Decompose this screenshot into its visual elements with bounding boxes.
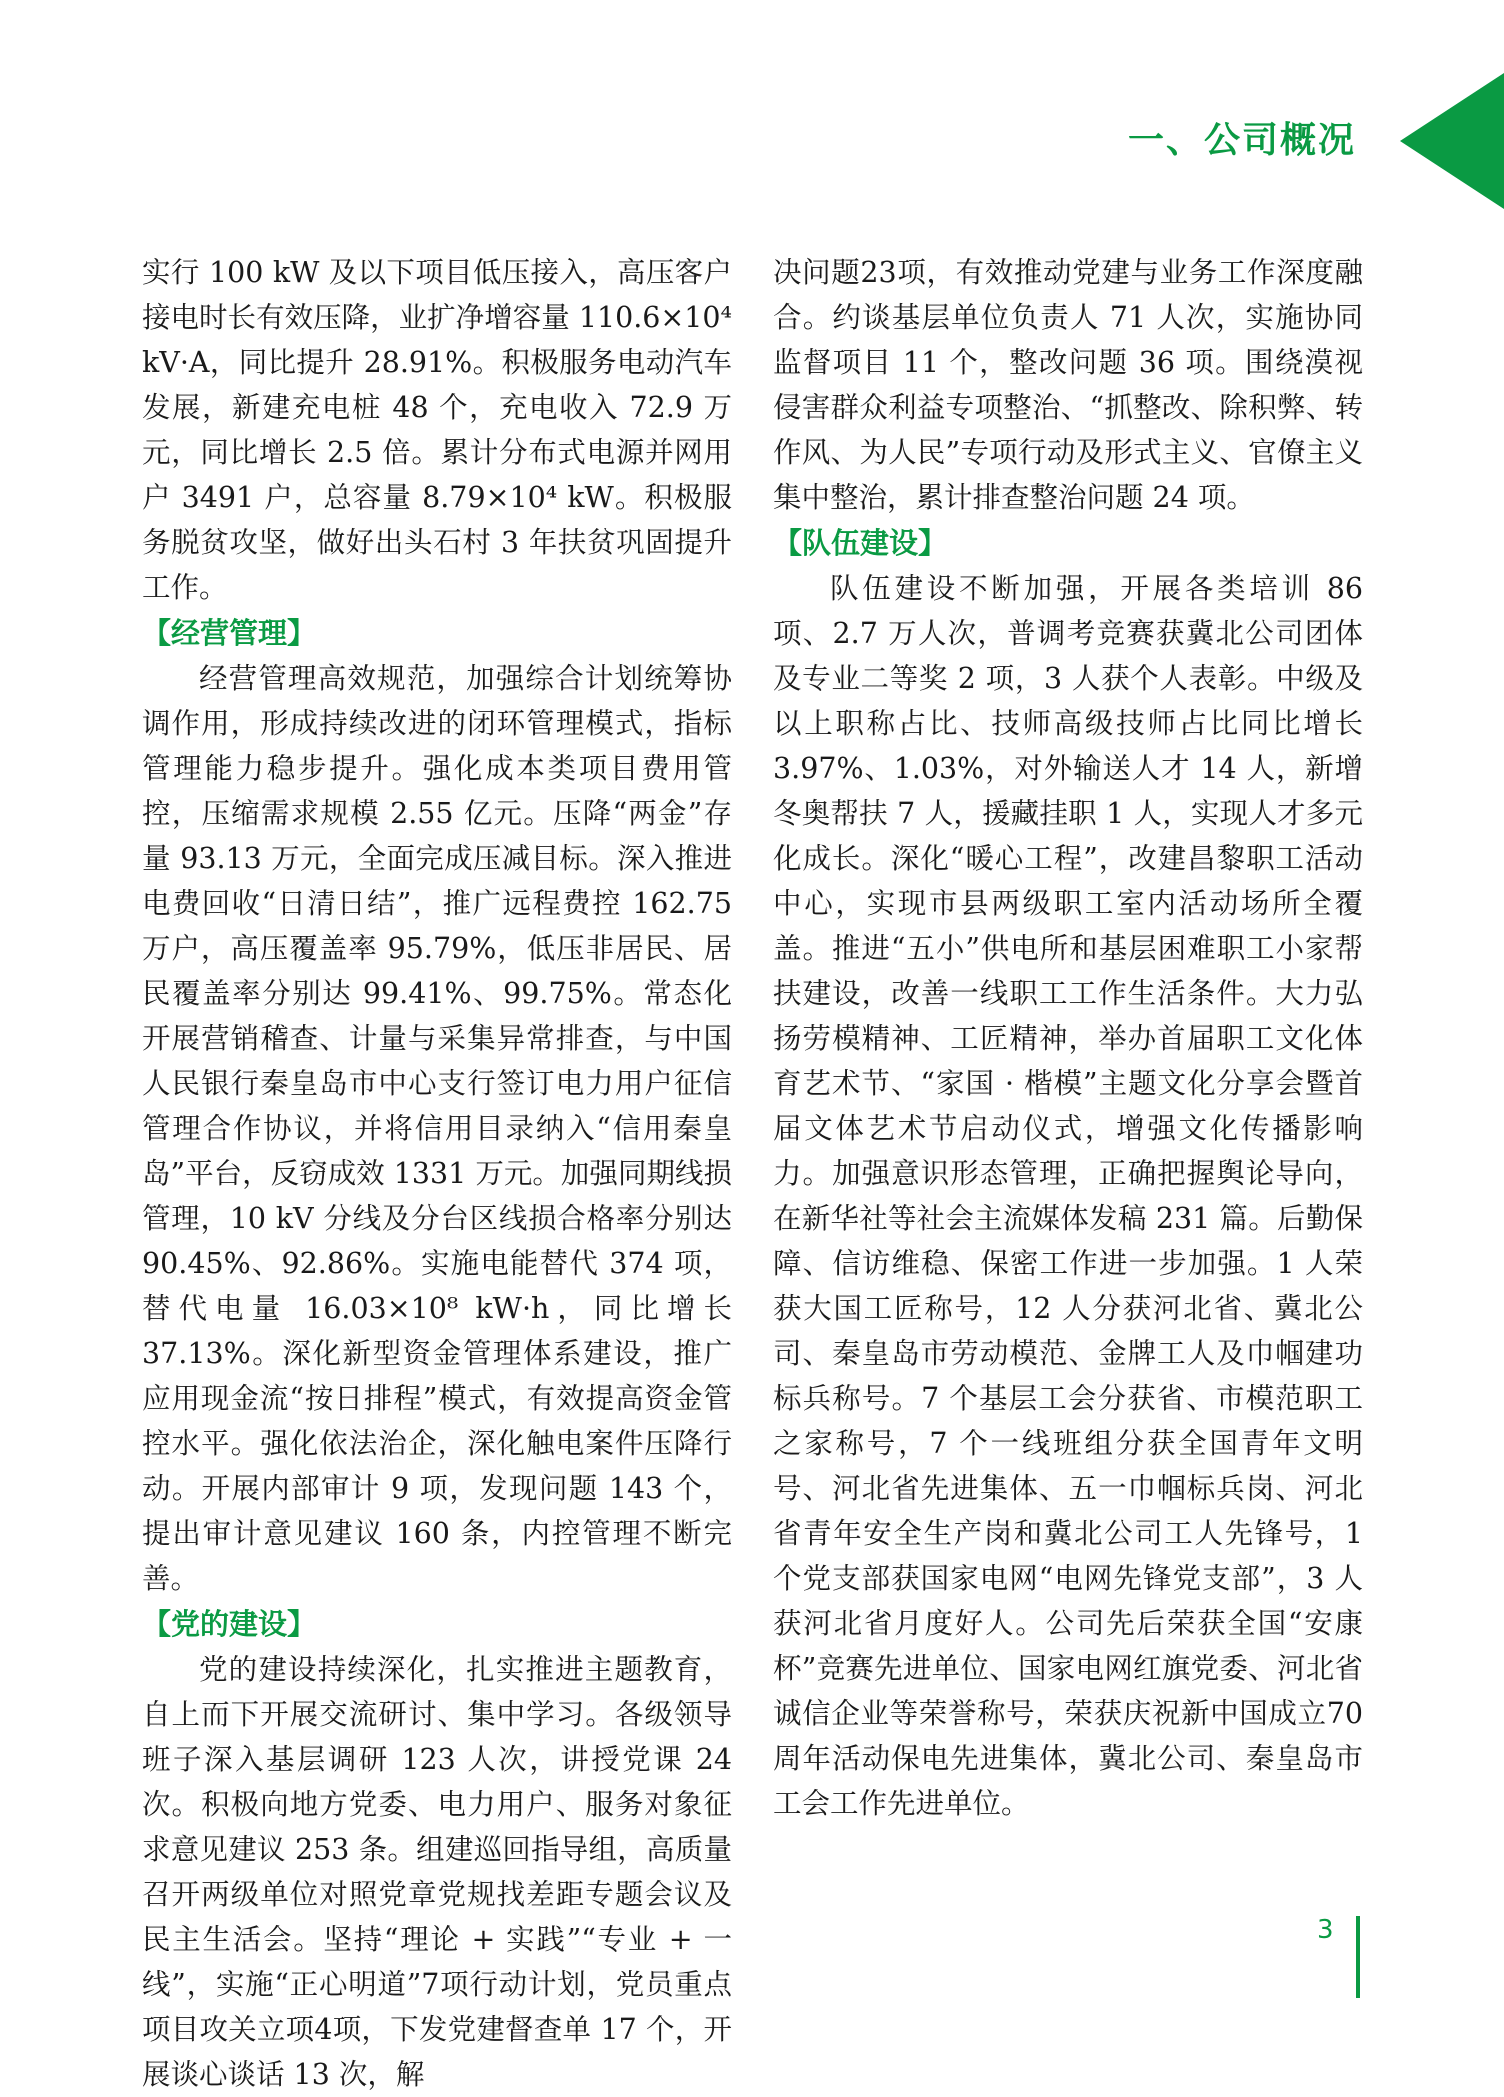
page-number: 3	[1317, 1915, 1334, 1945]
right-column	[773, 250, 1363, 1826]
paragraph-business-management: 经营管理高效规范，加强综合计划统筹协调作用，形成持续改进的闭环管理模式，指标管理能力稳步提升。强化成本类项目费用管控，压缩需求规模 2.55 亿元。压降“两金”存量 93.13 万元，全面完成压减目标。深入推进电费回收“日清日结”，推广远程费控 162.75 万户，高压覆盖率 95.79%，低压非居民、居民覆盖率分别达 99.41%、99.75%。常态化开展营销稽查、计量与采集异常排查，与中国人民银行秦皇岛市中心支行签订电力用户征信管理合作协议，并将信用目录纳入“信用秦皇岛”平台，反窃成效 1331 万元。加强同期线损管理，10 kV 分线及分台区线损合格率分别达 90.45%、92.86%。实施电能替代 374 项，替代电量 16.03×10⁸ kW·h，同比增长 37.13%。深化新型资金管理体系建设，推广应用现金流“按日排程”模式，有效提高资金管控水平。强化依法治企，深化触电案件压降行动。开展内部审计 9 项，发现问题 143 个，提出审计意见建议 160 条，内控管理不断完善。	[142, 662, 732, 1595]
corner-triangle-decoration	[1400, 73, 1504, 209]
paragraph-service-intro: 实行 100 kW 及以下项目低压接入，高压客户接电时长有效压降，业扩净增容量 110.6×10⁴ kV·A，同比提升 28.91%。积极服务电动汽车发展，新建充电桩 48 个，充电收入 72.9 万元，同比增长 2.5 倍。累计分布式电源并网用户 3491 户，总容量 8.79×10⁴ kW。积极服务脱贫攻坚，做好出头石村 3 年扶贫巩固提升工作。	[142, 256, 732, 604]
heading-team-building: 【队伍建设】	[773, 526, 948, 560]
heading-business-management: 【经营管理】	[142, 616, 317, 650]
paragraph-team-building: 队伍建设不断加强，开展各类培训 86 项、2.7 万人次，普调考竞赛获冀北公司团体及专业二等奖 2 项，3 人获个人表彰。中级及以上职称占比、技师高级技师占比同比增长 3.97%、1.03%，对外输送人才 14 人，新增冬奥帮扶 7 人，援藏挂职 1 人，实现人才多元化成长。深化“暖心工程”，改建昌黎职工活动中心，实现市县两级职工室内活动场所全覆盖。推进“五小”供电所和基层困难职工小家帮扶建设，改善一线职工工作生活条件。大力弘扬劳模精神、工匠精神，举办首届职工文化体育艺术节、“家国 · 楷模”主题文化分享会暨首届文体艺术节启动仪式，增强文化传播影响力。加强意识形态管理，正确把握舆论导向，在新华社等社会主流媒体发稿 231 篇。后勤保障、信访维稳、保密工作进一步加强。1 人荣获大国工匠称号，12 人分获河北省、冀北公司、秦皇岛市劳动模范、金牌工人及巾帼建功标兵称号。7 个基层工会分获省、市模范职工之家称号，7 个一线班组分获全国青年文明号、河北省先进集体、五一巾帼标兵岗、河北省青年安全生产岗和冀北公司工人先锋号，1 个党支部获国家电网“电网先锋党支部”，3 人获河北省月度好人。公司先后荣获全国“安康杯”竞赛先进单位、国家电网红旗党委、河北省诚信企业等荣誉称号，荣获庆祝新中国成立70周年活动保电先进集体，冀北公司、秦皇岛市工会工作先进单位。	[773, 572, 1363, 1820]
page-number-rule	[1356, 1916, 1360, 1998]
heading-party-building: 【党的建设】	[142, 1607, 317, 1641]
paragraph-party-building: 党的建设持续深化，扎实推进主题教育，自上而下开展交流研讨、集中学习。各级领导班子深入基层调研 123 人次，讲授党课 24 次。积极向地方党委、电力用户、服务对象征求意见建议 253 条。组建巡回指导组，高质量召开两级单位对照党章党规找差距专题会议及民主生活会。坚持“理论 + 实践”“专业 + 一线”，实施“正心明道”7项行动计划，党员重点项目攻关立项4项，下发党建督查单 17 个，开展谈心谈话 13 次，解	[142, 1653, 732, 2091]
chapter-title: 一、公司概况	[1127, 120, 1356, 161]
paragraph-party-building-continued: 决问题23项，有效推动党建与业务工作深度融合。约谈基层单位负责人 71 人次，实施协同监督项目 11 个，整改问题 36 项。围绕漠视侵害群众利益专项整治、“抓整改、除积弊、转作风、为人民”专项行动及形式主义、官僚主义集中整治，累计排查整治问题 24 项。	[773, 256, 1363, 514]
left-column	[142, 250, 732, 2097]
